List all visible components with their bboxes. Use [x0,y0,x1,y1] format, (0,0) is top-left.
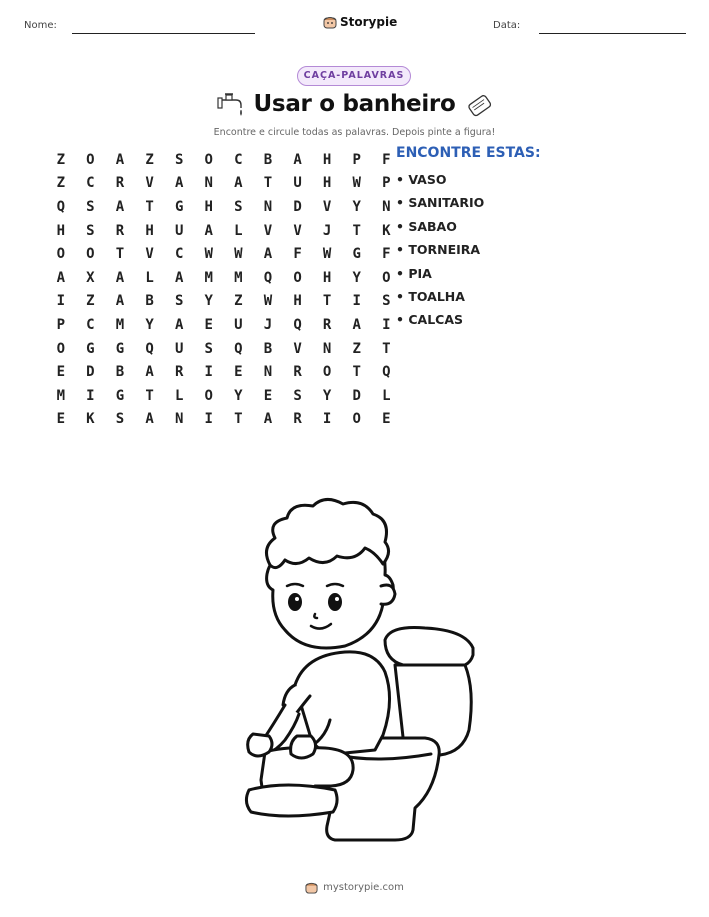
word-list [396,172,484,336]
grid-letter[interactable]: V [263,222,273,239]
brand [323,15,397,29]
grid-letter[interactable]: M [56,387,66,404]
word-item: • TOALHA [396,288,465,304]
grid-letter[interactable]: A [56,269,66,286]
grid-letter[interactable]: V [145,246,154,263]
storypie-logo-icon [323,15,337,29]
grid-letter[interactable]: N [263,364,273,381]
grid-letter[interactable]: B [145,293,154,310]
grid-letter[interactable]: Q [56,198,66,215]
grid-letter[interactable]: A [115,151,125,168]
grid-letter[interactable]: O [382,269,391,286]
grid-letter[interactable]: Y [204,293,213,310]
grid-letter[interactable]: S [86,222,95,239]
grid-letter[interactable]: W [263,293,273,310]
grid-letter[interactable]: O [56,246,66,263]
grid-letter[interactable]: H [56,222,66,239]
grid-letter[interactable]: N [204,175,213,192]
grid-letter[interactable]: S [174,151,184,168]
grid-letter[interactable]: S [234,198,243,215]
name-line[interactable] [72,33,255,34]
grid-letter[interactable]: Z [234,293,243,310]
grid-letter[interactable]: Q [382,364,391,381]
grid-letter[interactable]: S [293,387,302,404]
word-search-grid[interactable] [46,148,401,431]
grid-letter[interactable]: S [86,198,95,215]
grid-letter[interactable]: T [145,387,154,404]
grid-row [46,337,401,361]
grid-letter[interactable]: A [174,316,184,333]
grid-row [46,290,401,314]
find-heading: ENCONTRE ESTAS: [396,145,541,161]
grid-letter[interactable]: I [382,316,391,333]
grid-letter[interactable]: I [56,293,66,310]
grid-letter[interactable]: Q [234,340,243,357]
grid-letter[interactable]: M [234,269,243,286]
grid-letter[interactable]: U [293,175,302,192]
grid-row [46,148,401,172]
grid-letter[interactable]: H [145,222,154,239]
grid-letter[interactable]: W [322,246,332,263]
grid-letter[interactable]: B [263,340,273,357]
grid-letter[interactable]: V [322,198,332,215]
grid-letter[interactable]: P [352,151,361,168]
grid-letter[interactable]: H [322,151,332,168]
grid-letter[interactable]: A [145,364,154,381]
grid-letter[interactable]: R [174,364,184,381]
grid-letter[interactable]: Q [293,316,302,333]
grid-letter[interactable]: S [204,340,213,357]
grid-letter[interactable]: Z [145,151,154,168]
grid-row [46,360,401,384]
grid-letter[interactable]: L [174,387,184,404]
grid-letter[interactable]: C [174,246,184,263]
grid-letter[interactable]: N [263,198,273,215]
grid-letter[interactable]: H [204,198,213,215]
grid-letter[interactable]: A [115,198,125,215]
grid-letter[interactable]: Z [56,175,66,192]
grid-letter[interactable]: B [263,151,273,168]
grid-letter[interactable]: A [115,293,125,310]
grid-letter[interactable]: O [86,151,95,168]
grid-letter[interactable]: N [322,340,332,357]
grid-letter[interactable]: G [115,387,125,404]
grid-letter[interactable]: E [56,411,66,428]
grid-letter[interactable]: Z [86,293,95,310]
grid-letter[interactable]: V [145,175,154,192]
grid-letter[interactable]: A [293,151,302,168]
grid-letter[interactable]: G [352,246,361,263]
word-item: • VASO [396,172,447,187]
storypie-logo-icon [305,881,318,894]
grid-letter[interactable]: I [86,387,95,404]
grid-letter[interactable]: A [352,316,361,333]
grid-letter[interactable]: Z [352,340,361,357]
boy-on-toilet-illustration[interactable] [225,490,485,850]
grid-letter[interactable]: J [263,316,273,333]
grid-letter[interactable]: K [86,411,95,428]
grid-letter[interactable]: W [352,175,361,192]
grid-letter[interactable]: U [234,316,243,333]
grid-letter[interactable]: O [293,269,302,286]
grid-letter[interactable]: A [174,269,184,286]
grid-letter[interactable]: J [322,222,332,239]
grid-letter[interactable]: Y [145,316,154,333]
grid-letter[interactable]: T [322,293,332,310]
grid-letter[interactable]: W [204,246,213,263]
grid-letter[interactable]: R [115,222,125,239]
word-item: • CALCAS [396,312,464,328]
soap-icon [465,93,495,119]
grid-letter[interactable]: P [56,316,66,333]
grid-letter[interactable]: R [115,175,125,192]
grid-letter[interactable]: T [382,340,391,357]
brand-name: Storypie [340,15,398,29]
grid-letter[interactable]: T [145,198,154,215]
grid-letter[interactable]: T [115,246,125,263]
grid-letter[interactable]: A [145,411,154,428]
grid-letter[interactable]: I [352,293,361,310]
grid-letter[interactable]: K [382,222,391,239]
grid-letter[interactable]: V [293,222,302,239]
date-label: Data: [493,20,521,31]
grid-letter[interactable]: A [204,222,213,239]
grid-row [46,384,401,408]
grid-letter[interactable]: O [322,364,332,381]
grid-letter[interactable]: O [352,411,361,428]
grid-letter[interactable]: H [322,175,332,192]
grid-letter[interactable]: O [204,387,213,404]
name-label: Nome: [24,20,57,31]
grid-letter[interactable]: X [86,269,95,286]
grid-letter[interactable]: E [204,316,213,333]
grid-row [46,408,401,432]
grid-letter[interactable]: G [86,340,95,357]
grid-letter[interactable]: D [352,387,361,404]
word-item: • SANITARIO [396,195,485,211]
word-item: • TORNEIRA [396,242,481,258]
grid-letter[interactable]: R [293,411,302,428]
grid-letter[interactable]: H [293,293,302,310]
grid-letter[interactable]: C [234,151,243,168]
grid-letter[interactable]: G [115,340,125,357]
grid-letter[interactable]: C [86,316,95,333]
page-title: Usar o banheiro [253,91,456,117]
grid-row [46,172,401,196]
grid-letter[interactable]: Y [352,198,361,215]
grid-row [46,313,401,337]
grid-letter[interactable]: H [322,269,332,286]
grid-letter[interactable]: W [234,246,243,263]
grid-letter[interactable]: L [382,387,391,404]
word-item: • SABAO [396,218,457,234]
grid-letter[interactable]: E [263,387,273,404]
grid-letter[interactable]: T [263,175,273,192]
grid-letter[interactable]: T [352,364,361,381]
instructions: Encontre e circule todas as palavras. Depois pinte a figura! [213,127,496,138]
word-item: • PIA [396,265,432,281]
grid-letter[interactable]: M [115,316,125,333]
grid-letter[interactable]: E [382,411,391,428]
grid-letter[interactable]: F [382,246,391,263]
grid-letter[interactable]: E [56,364,66,381]
grid-letter[interactable]: L [145,269,154,286]
grid-letter[interactable]: M [204,269,213,286]
grid-letter[interactable]: I [204,364,213,381]
grid-letter[interactable]: F [382,151,391,168]
grid-letter[interactable]: T [234,411,243,428]
grid-letter[interactable]: A [234,175,243,192]
grid-letter[interactable]: O [86,246,95,263]
grid-letter[interactable]: S [174,293,184,310]
grid-letter[interactable]: Y [352,269,361,286]
grid-letter[interactable]: Y [234,387,243,404]
grid-row [46,242,401,266]
grid-letter[interactable]: A [115,269,125,286]
grid-letter[interactable]: C [86,175,95,192]
grid-letter[interactable]: F [293,246,302,263]
grid-letter[interactable]: P [382,175,391,192]
grid-letter[interactable]: N [174,411,184,428]
date-line[interactable] [539,33,686,34]
grid-letter[interactable]: U [174,222,184,239]
grid-letter[interactable]: I [204,411,213,428]
grid-letter[interactable]: S [382,293,391,310]
grid-row [46,266,401,290]
grid-letter[interactable]: N [382,198,391,215]
grid-letter[interactable]: L [234,222,243,239]
grid-letter[interactable]: R [293,364,302,381]
footer [0,881,709,894]
grid-letter[interactable]: D [86,364,95,381]
grid-letter[interactable]: Q [145,340,154,357]
grid-letter[interactable]: B [115,364,125,381]
grid-letter[interactable]: Z [56,151,66,168]
grid-letter[interactable]: A [263,246,273,263]
footer-url[interactable]: mystorypie.com [323,882,404,893]
grid-letter[interactable]: A [263,411,273,428]
grid-row [46,195,401,219]
grid-letter[interactable]: I [322,411,332,428]
grid-letter[interactable]: T [352,222,361,239]
category-tag: CAÇA-PALAVRAS [297,66,411,86]
grid-letter[interactable]: Q [263,269,273,286]
grid-letter[interactable]: Y [322,387,332,404]
grid-letter[interactable]: E [234,364,243,381]
grid-letter[interactable]: U [174,340,184,357]
grid-row [46,219,401,243]
grid-letter[interactable]: S [115,411,125,428]
grid-letter[interactable]: R [322,316,332,333]
grid-letter[interactable]: O [204,151,213,168]
grid-letter[interactable]: A [174,175,184,192]
grid-letter[interactable]: V [293,340,302,357]
grid-letter[interactable]: O [56,340,66,357]
grid-letter[interactable]: G [174,198,184,215]
grid-letter[interactable]: D [293,198,302,215]
